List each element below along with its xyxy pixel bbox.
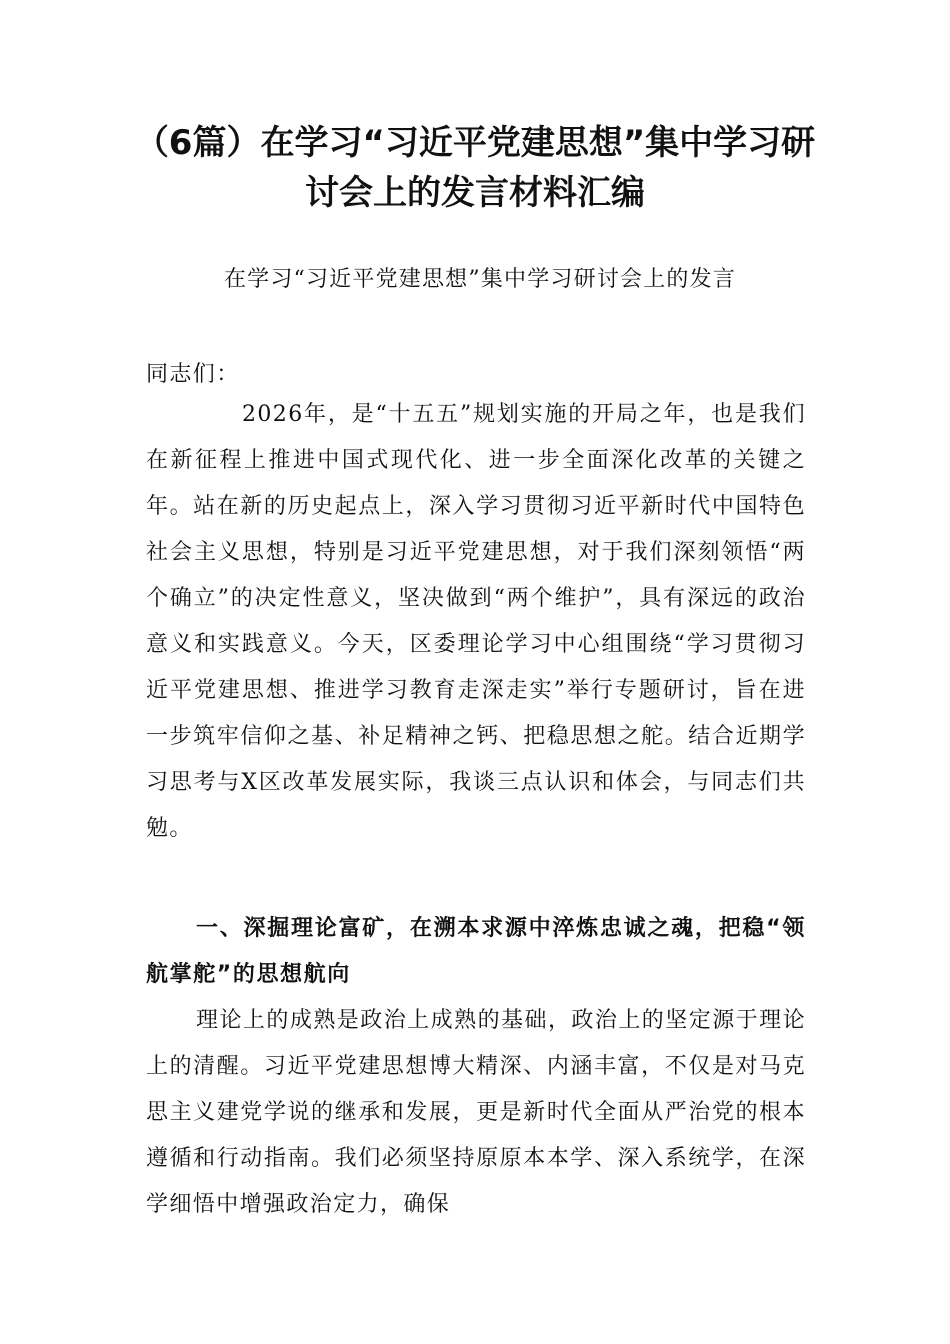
intro-paragraph: 2026年，是“十五五”规划实施的开局之年，也是我们在新征程上推进中国式现代化、进一步全面深化改革的关键之年。站在新的历史起点上，深入学习贯彻习近平新时代中国特色社会主义思想，特别是习近平党建思想，对于我们深刻领悟“两个确立”的决定性意义，坚决做到“两个维护”，具有深远的政治意义和实践意义。今天，区委理论学习中心组围绕“学习贯彻习近平党建思想、推进学习教育走深走实”举行专题研讨，旨在进一步筑牢信仰之基、补足精神之钙、把稳思想之舵。结合近期学习思考与X区改革发展实际，我谈三点认识和体会，与同志们共勉。 — [146, 402, 806, 841]
section-paragraph: 理论上的成熟是政治上成熟的基础，政治上的坚定源于理论上的清醒。习近平党建思想博大精深、内涵丰富，不仅是对马克思主义建党学说的继承和发展，更是新时代全面从严治党的根本遵循和行动指南。我们必须坚持原原本本学、深入系统学，在深学细悟中增强政治定力，确保 — [146, 1008, 806, 1217]
document-subtitle: 在学习“习近平党建思想”集中学习研讨会上的发言 — [223, 267, 737, 292]
document-title: （6篇）在学习“习近平党建思想”集中学习研讨会上的发言材料汇编 — [134, 123, 816, 213]
section-heading: 一、深掘理论富矿，在溯本求源中淬炼忠诚之魂，把稳“领航掌舵”的思想航向 — [146, 916, 806, 987]
salutation: 同志们： — [146, 362, 240, 387]
